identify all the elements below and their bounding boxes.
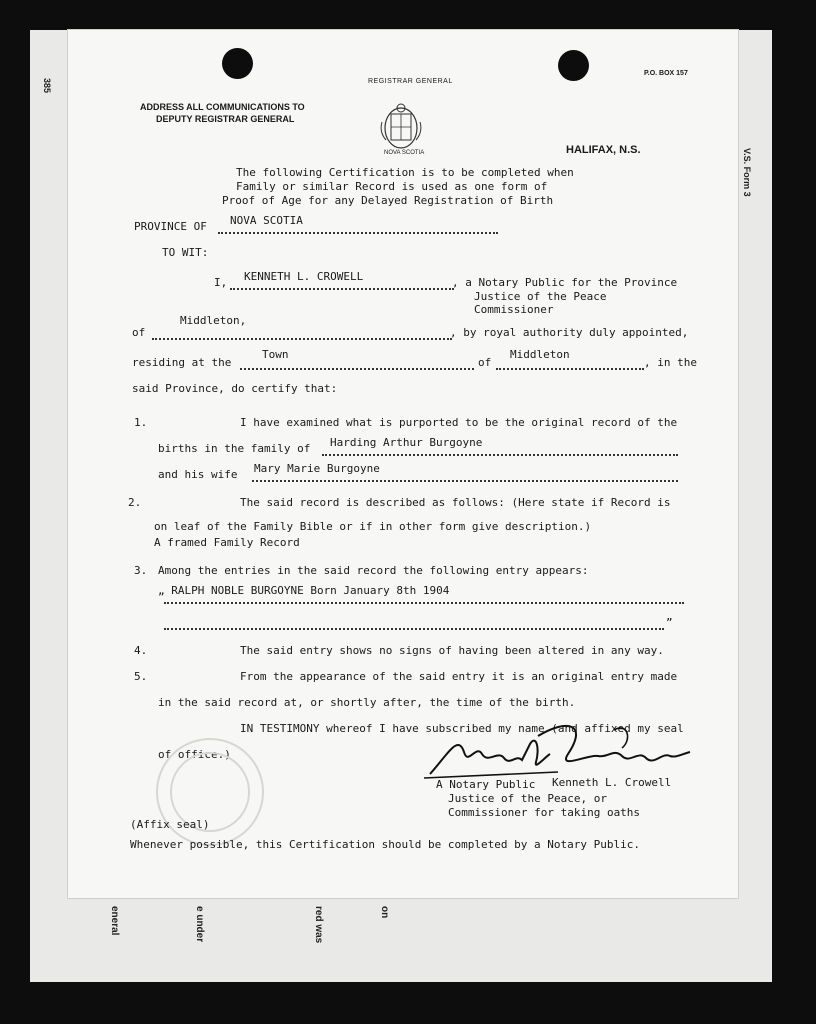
intro-line-1: The following Certification is to be completed when — [236, 166, 574, 179]
item-2-text-continued: on leaf of the Family Bible or if in other form give description.) — [154, 520, 592, 533]
commissioner-label: Commissioner for taking oaths — [448, 806, 641, 819]
seal-top-text: REGISTRAR GENERAL — [368, 78, 453, 85]
wife-label: and his wife — [158, 468, 238, 481]
role-line-3: Commissioner — [474, 303, 554, 316]
of2-label: of — [478, 356, 492, 369]
province-label: PROVINCE OF — [134, 220, 207, 233]
entry-close-quote: ” — [666, 616, 673, 629]
of-label: of — [132, 326, 146, 339]
family-value: Harding Arthur Burgoyne — [330, 436, 483, 449]
notary-name: Kenneth L. Crowell — [552, 776, 672, 789]
entry-dotline-1 — [164, 602, 684, 604]
item-5-number: 5. — [134, 670, 148, 683]
item-2-text: The said record is described as follows: (Here state if Record is — [240, 496, 671, 509]
seal-bottom-text: NOVA SCOTIA — [384, 150, 425, 156]
certification-form — [68, 30, 738, 898]
record-description: A framed Family Record — [154, 536, 300, 549]
name-dotline — [230, 288, 454, 290]
of2-dotline — [496, 368, 644, 370]
of-dotline — [152, 338, 452, 340]
residing-value: Town — [262, 348, 289, 361]
footer-note: Whenever possible, this Certification should be completed by a Notary Public. — [130, 838, 640, 851]
punch-hole — [222, 48, 253, 79]
address-line-2: DEPUTY REGISTRAR GENERAL — [156, 114, 295, 124]
punch-hole — [558, 50, 589, 81]
city: HALIFAX, N.S. — [566, 144, 641, 156]
right-margin-form-number: V.S. Form 3 — [742, 148, 752, 197]
family-dotline — [322, 454, 678, 456]
in-the-text: , in the — [644, 356, 697, 369]
item-5-text-continued: in the said record at, or shortly after, the time of the birth. — [158, 696, 576, 709]
role-line-1: , a Notary Public for the Province — [452, 276, 678, 289]
left-margin-code: 385 — [42, 78, 52, 94]
stub-fragment: red was — [313, 906, 324, 944]
of-value: Middleton, — [180, 314, 247, 327]
stub-fragment: e under — [194, 906, 205, 943]
residing-label: residing at the — [132, 356, 232, 369]
testimony-text: IN TESTIMONY whereof I have subscribed my name (and affixed my seal — [240, 722, 684, 735]
wife-value: Mary Marie Burgoyne — [254, 462, 380, 475]
name-value: KENNETH L. CROWELL — [244, 270, 364, 283]
item-5-text: From the appearance of the said entry it is an original entry made — [240, 670, 678, 683]
notary-signature — [418, 714, 698, 784]
jp-label: Justice of the Peace, or — [448, 792, 607, 805]
province-value: NOVA SCOTIA — [230, 214, 303, 227]
item-3-number: 3. — [134, 564, 148, 577]
item-1-text: I have examined what is purported to be the original record of the — [240, 416, 678, 429]
royal-authority-text: , by royal authority duly appointed, — [450, 326, 689, 339]
i-label: I, — [214, 276, 228, 289]
item-3-text: Among the entries in the said record the following entry appears: — [158, 564, 589, 577]
of2-value: Middleton — [510, 348, 570, 361]
address-line-1: ADDRESS ALL COMMUNICATIONS TO — [140, 102, 305, 112]
to-wit: TO WIT: — [162, 246, 209, 259]
wife-dotline — [252, 480, 678, 482]
registrar-seal — [368, 76, 453, 160]
intro-line-2: Family or similar Record is used as one form of — [236, 180, 548, 193]
entry-dotline-2 — [164, 628, 664, 630]
said-province-text: said Province, do certify that: — [132, 382, 338, 395]
affix-seal-text: (Affix seal) — [130, 818, 210, 831]
item-4-number: 4. — [134, 644, 148, 657]
item-2-number: 2. — [128, 496, 142, 509]
stub-fragment: on — [379, 906, 390, 919]
item-1-number: 1. — [134, 416, 148, 429]
po-box: P.O. BOX 157 — [644, 70, 688, 77]
entry-value: „ RALPH NOBLE BURGOYNE Born January 8th 1904 — [158, 584, 450, 597]
intro-line-3: Proof of Age for any Delayed Registration of Birth — [222, 194, 554, 207]
of-office-text: of office.) — [158, 748, 231, 761]
stub-fragment: eneral — [109, 906, 120, 936]
notary-label: A Notary Public — [436, 778, 536, 791]
role-line-2: Justice of the Peace — [474, 290, 607, 303]
province-dotline — [218, 232, 498, 234]
births-label: births in the family of — [158, 442, 311, 455]
item-4-text: The said entry shows no signs of having been altered in any way. — [240, 644, 664, 657]
residing-dotline — [240, 368, 474, 370]
